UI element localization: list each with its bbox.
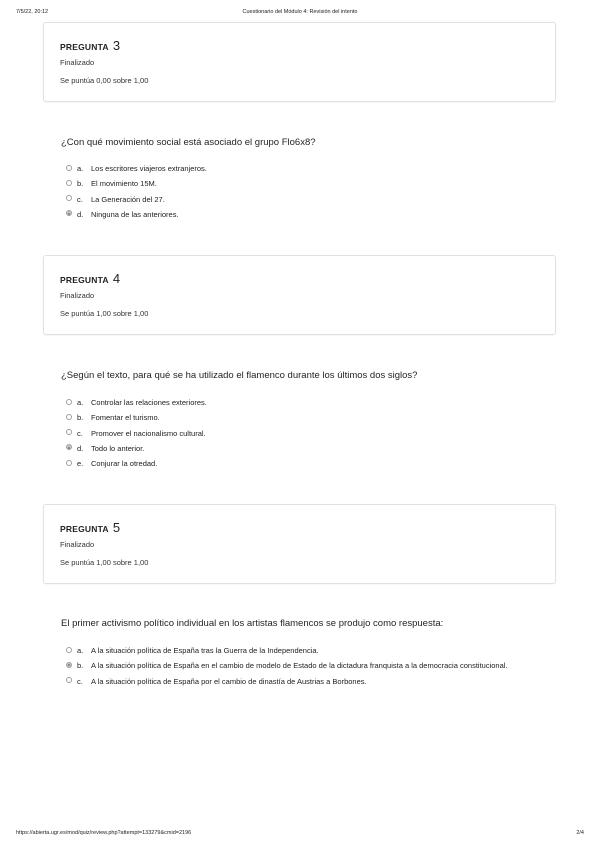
answer-option[interactable] — [66, 675, 536, 688]
print-header — [16, 9, 584, 19]
answer-option[interactable] — [66, 396, 536, 409]
radio-button[interactable] — [66, 414, 72, 420]
answer-option[interactable] — [66, 193, 536, 206]
question-text: ¿Con qué movimiento social está asociado el grupo Flo6x8? — [61, 137, 316, 148]
answer-letter: b. — [77, 413, 84, 423]
answer-text: A la situación política de España en el cambio de modelo de Estado de la dictadura franquista a la democracia constitucional. — [91, 661, 508, 671]
question-state: Finalizado — [60, 58, 95, 67]
question-info-card — [43, 504, 556, 584]
print-url: https://abierta.ugr.es/mod/quiz/review.php?attempt=133279&cmid=2196 — [16, 830, 192, 836]
answer-option[interactable] — [66, 644, 536, 657]
answer-letter: a. — [77, 646, 84, 655]
radio-button[interactable] — [66, 195, 72, 201]
answer-option[interactable] — [66, 177, 536, 190]
radio-button[interactable] — [66, 165, 72, 171]
answer-text: El movimiento 15M. — [91, 179, 157, 189]
answer-option-selected[interactable] — [66, 208, 536, 221]
answer-letter: b. — [77, 179, 84, 189]
radio-button-checked[interactable] — [66, 210, 72, 216]
answer-list — [66, 162, 536, 223]
answer-option[interactable] — [66, 457, 536, 470]
answer-letter: c. — [77, 428, 83, 438]
answer-list — [66, 396, 536, 472]
answer-letter: c. — [77, 676, 83, 686]
answer-letter: a. — [77, 398, 84, 407]
answer-text: Ninguna de las anteriores. — [91, 209, 179, 219]
question-info-card — [43, 22, 556, 102]
radio-button[interactable] — [66, 180, 72, 186]
answer-text: A la situación política de España por el cambio de dinastía de Austrias a Borbones. — [91, 676, 367, 686]
page-number: 2/4 — [576, 830, 584, 836]
question-grade: Se puntúa 0,00 sobre 1,00 — [60, 76, 149, 85]
answer-text: A la situación política de España tras la Guerra de la Independencia. — [91, 646, 319, 655]
question-grade: Se puntúa 1,00 sobre 1,00 — [60, 558, 149, 567]
question-number: 4 — [112, 271, 121, 286]
radio-button-checked[interactable] — [66, 444, 72, 450]
radio-button[interactable] — [66, 460, 72, 466]
answer-text: Los escritores viajeros extranjeros. — [91, 164, 207, 173]
question-grade: Se puntúa 1,00 sobre 1,00 — [60, 309, 149, 318]
answer-option[interactable] — [66, 427, 536, 440]
answer-letter: d. — [77, 443, 84, 453]
question-text: El primer activismo político individual en los artistas flamencos se produjo como respuesta: — [61, 618, 444, 629]
radio-button[interactable] — [66, 429, 72, 435]
question-label: PREGUNTA — [60, 524, 109, 534]
question-state: Finalizado — [60, 540, 95, 549]
answer-list — [66, 644, 536, 690]
radio-button-checked[interactable] — [66, 662, 72, 668]
answer-text: Controlar las relaciones exteriores. — [91, 398, 207, 407]
radio-button[interactable] — [66, 647, 72, 653]
answer-option-selected[interactable] — [66, 659, 536, 672]
answer-text: La Generación del 27. — [91, 194, 165, 204]
print-footer — [16, 830, 584, 840]
question-info-card — [43, 255, 556, 335]
answer-text: Promover el nacionalismo cultural. — [91, 428, 206, 438]
question-title — [60, 271, 120, 286]
print-title: Cuestionario del Módulo 4: Revisión del intento — [242, 9, 358, 15]
answer-option-selected[interactable] — [66, 442, 536, 455]
answer-text: Fomentar el turismo. — [91, 413, 160, 423]
question-title — [60, 520, 120, 535]
answer-text: Todo lo anterior. — [91, 443, 145, 453]
question-text: ¿Según el texto, para qué se ha utilizado el flamenco durante los últimos dos siglos? — [61, 370, 418, 381]
question-number: 5 — [112, 520, 121, 535]
answer-letter: b. — [77, 661, 84, 671]
radio-button[interactable] — [66, 677, 72, 683]
question-label: PREGUNTA — [60, 42, 109, 52]
print-date: 7/5/22, 20:12 — [16, 9, 49, 15]
answer-text: Conjurar la otredad. — [91, 459, 158, 469]
radio-button[interactable] — [66, 399, 72, 405]
question-label: PREGUNTA — [60, 275, 109, 285]
question-state: Finalizado — [60, 291, 95, 300]
answer-letter: e. — [77, 459, 84, 469]
question-number: 3 — [112, 38, 121, 53]
question-title — [60, 38, 120, 53]
answer-letter: c. — [77, 194, 83, 204]
answer-option[interactable] — [66, 162, 536, 175]
answer-option[interactable] — [66, 411, 536, 424]
answer-letter: a. — [77, 164, 84, 173]
answer-letter: d. — [77, 209, 84, 219]
